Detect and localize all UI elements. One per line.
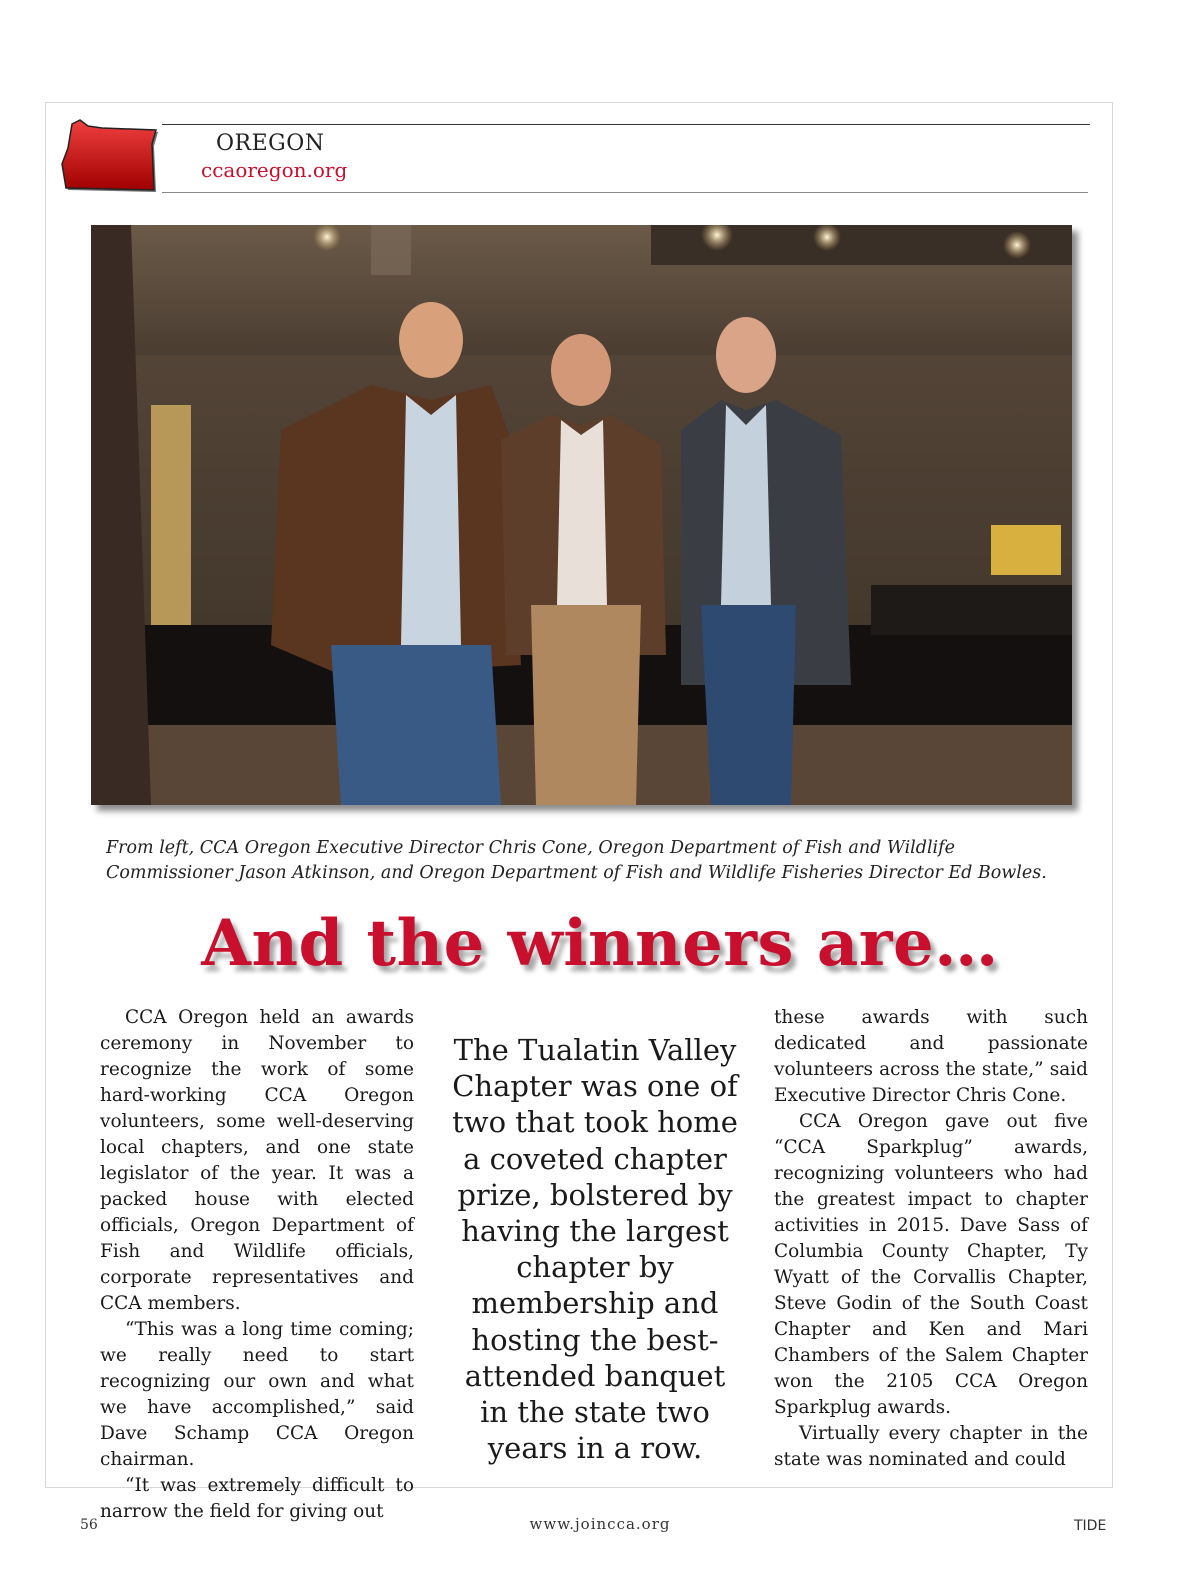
body-paragraph: CCA Oregon gave out five “CCA Sparkplug” awards, recognizing volunteers who had the greatest impact to chapter activities in 2015. Dave Sass of Columbia County Chapter, Ty Wyatt of the Corvallis Chapter, Steve Godin of the South Coast Chapter and Ken and Mari Chambers of the Salem Chapter won the 2105 CCA Oregon Sparkplug awards. bbox=[774, 1111, 1088, 1418]
footer-website-link[interactable]: www.joincca.org bbox=[529, 1515, 671, 1533]
article-column-left bbox=[100, 1005, 414, 1525]
header-rule-bottom bbox=[162, 192, 1088, 193]
body-paragraph: “It was extremely difficult to narrow the field for giving out bbox=[100, 1475, 414, 1522]
header-rule-top bbox=[162, 124, 1090, 125]
oregon-state-icon bbox=[58, 118, 160, 194]
page-number: 56 bbox=[80, 1517, 98, 1533]
group-photo bbox=[91, 225, 1072, 805]
body-paragraph: these awards with such dedicated and passionate volunteers across the state,” said Executive Director Chris Cone. bbox=[774, 1007, 1088, 1106]
chapter-website-link[interactable]: ccaoregon.org bbox=[201, 158, 348, 182]
article-headline: And the winners are… bbox=[201, 906, 999, 981]
photo-caption: From left, CCA Oregon Executive Director Chris Cone, Oregon Department of Fish and Wildlife Commissioner Jason Atkinson, and Oregon Department of Fish and Wildlife Fisheries Director Ed Bowles. bbox=[106, 838, 1047, 883]
pull-quote: The Tualatin Valley Chapter was one of two that took home a coveted chapter prize, bolstered by having the largest chapter by membership and hosting the best- attended banquet in the state two years in a row. bbox=[452, 1033, 738, 1466]
magazine-name: TIDE bbox=[1074, 1518, 1107, 1534]
body-paragraph: “This was a long time coming; we really need to start recognizing our own and what we have accomplished,” said Dave Schamp CCA Oregon chairman. bbox=[100, 1319, 414, 1470]
article-column-right bbox=[774, 1005, 1088, 1473]
body-paragraph: Virtually every chapter in the state was nominated and could bbox=[774, 1423, 1088, 1470]
state-name: OREGON bbox=[216, 131, 325, 156]
body-paragraph: CCA Oregon held an awards ceremony in November to recognize the work of some hard-working CCA Oregon volunteers, some well-deserving local chapters, and one state legislator of the year. It was a packed house with elected officials, Oregon Department of Fish and Wildlife officials, corporate representatives and CCA members. bbox=[100, 1007, 414, 1314]
